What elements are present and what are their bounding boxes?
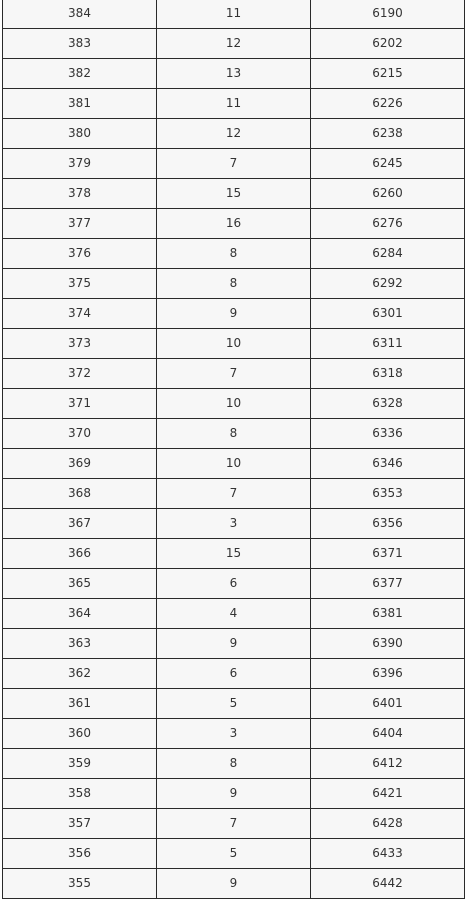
- table-row: [3, 329, 465, 359]
- table-cell-col1: 376: [3, 239, 157, 269]
- table-cell-col3: 6284: [311, 239, 465, 269]
- table-row: [3, 179, 465, 209]
- table-cell-col3: 6328: [311, 389, 465, 419]
- table-cell-col3: 6412: [311, 749, 465, 779]
- table-cell-col3: 6421: [311, 779, 465, 809]
- table-row: [3, 359, 465, 389]
- table-cell-col3: 6215: [311, 59, 465, 89]
- table-cell-col3: 6190: [311, 0, 465, 29]
- table-row: [3, 119, 465, 149]
- table-cell-col1: 374: [3, 299, 157, 329]
- table-cell-col2: 9: [157, 629, 311, 659]
- table-row: [3, 629, 465, 659]
- table-row: [3, 809, 465, 839]
- score-distribution-table: [2, 0, 465, 899]
- table-cell-col1: 371: [3, 389, 157, 419]
- table-row: [3, 59, 465, 89]
- table-cell-col2: 10: [157, 449, 311, 479]
- table-cell-col2: 6: [157, 659, 311, 689]
- table-cell-col2: 3: [157, 509, 311, 539]
- table-cell-col2: 3: [157, 719, 311, 749]
- table-cell-col3: 6433: [311, 839, 465, 869]
- table-cell-col3: 6318: [311, 359, 465, 389]
- table-cell-col1: 368: [3, 479, 157, 509]
- table-row: [3, 89, 465, 119]
- table-row: [3, 299, 465, 329]
- score-distribution-table-container: [2, 0, 464, 899]
- table-cell-col1: 360: [3, 719, 157, 749]
- table-cell-col1: 377: [3, 209, 157, 239]
- table-cell-col2: 9: [157, 299, 311, 329]
- table-cell-col1: 379: [3, 149, 157, 179]
- table-cell-col1: 357: [3, 809, 157, 839]
- table-row: [3, 539, 465, 569]
- table-row: [3, 209, 465, 239]
- table-row: [3, 599, 465, 629]
- table-cell-col2: 11: [157, 89, 311, 119]
- table-cell-col2: 7: [157, 359, 311, 389]
- table-cell-col1: 362: [3, 659, 157, 689]
- table-row: [3, 779, 465, 809]
- table-cell-col3: 6260: [311, 179, 465, 209]
- table-cell-col1: 367: [3, 509, 157, 539]
- table-row: [3, 689, 465, 719]
- table-cell-col3: 6346: [311, 449, 465, 479]
- table-cell-col2: 9: [157, 779, 311, 809]
- table-cell-col2: 7: [157, 149, 311, 179]
- table-cell-col3: 6336: [311, 419, 465, 449]
- table-row: [3, 269, 465, 299]
- table-cell-col1: 384: [3, 0, 157, 29]
- table-cell-col1: 378: [3, 179, 157, 209]
- table-cell-col3: 6401: [311, 689, 465, 719]
- table-cell-col3: 6245: [311, 149, 465, 179]
- table-cell-col3: 6442: [311, 869, 465, 899]
- table-cell-col2: 12: [157, 119, 311, 149]
- table-cell-col3: 6356: [311, 509, 465, 539]
- table-row: [3, 839, 465, 869]
- table-cell-col2: 13: [157, 59, 311, 89]
- table-row: [3, 569, 465, 599]
- table-cell-col2: 8: [157, 419, 311, 449]
- table-cell-col2: 8: [157, 749, 311, 779]
- table-cell-col2: 15: [157, 539, 311, 569]
- table-cell-col2: 11: [157, 0, 311, 29]
- table-cell-col1: 372: [3, 359, 157, 389]
- table-cell-col3: 6353: [311, 479, 465, 509]
- table-cell-col2: 8: [157, 239, 311, 269]
- table-cell-col2: 10: [157, 329, 311, 359]
- table-cell-col1: 363: [3, 629, 157, 659]
- table-cell-col1: 366: [3, 539, 157, 569]
- table-cell-col2: 16: [157, 209, 311, 239]
- table-row: [3, 149, 465, 179]
- table-cell-col2: 5: [157, 839, 311, 869]
- table-cell-col3: 6301: [311, 299, 465, 329]
- table-row: [3, 0, 465, 29]
- table-row: [3, 869, 465, 899]
- table-cell-col2: 7: [157, 809, 311, 839]
- table-row: [3, 389, 465, 419]
- table-cell-col3: 6428: [311, 809, 465, 839]
- table-cell-col3: 6238: [311, 119, 465, 149]
- table-cell-col3: 6292: [311, 269, 465, 299]
- table-row: [3, 749, 465, 779]
- table-row: [3, 419, 465, 449]
- table-cell-col3: 6311: [311, 329, 465, 359]
- table-cell-col2: 15: [157, 179, 311, 209]
- table-cell-col1: 365: [3, 569, 157, 599]
- table-body: [3, 0, 465, 899]
- table-cell-col2: 4: [157, 599, 311, 629]
- table-cell-col3: 6202: [311, 29, 465, 59]
- table-cell-col1: 380: [3, 119, 157, 149]
- table-cell-col2: 10: [157, 389, 311, 419]
- table-cell-col1: 382: [3, 59, 157, 89]
- table-cell-col2: 12: [157, 29, 311, 59]
- table-cell-col1: 383: [3, 29, 157, 59]
- table-cell-col1: 356: [3, 839, 157, 869]
- table-row: [3, 29, 465, 59]
- table-cell-col3: 6377: [311, 569, 465, 599]
- table-cell-col3: 6276: [311, 209, 465, 239]
- table-row: [3, 449, 465, 479]
- table-cell-col3: 6226: [311, 89, 465, 119]
- table-cell-col1: 381: [3, 89, 157, 119]
- table-cell-col3: 6404: [311, 719, 465, 749]
- table-cell-col3: 6390: [311, 629, 465, 659]
- table-cell-col1: 364: [3, 599, 157, 629]
- table-cell-col2: 9: [157, 869, 311, 899]
- table-row: [3, 239, 465, 269]
- table-row: [3, 719, 465, 749]
- table-row: [3, 659, 465, 689]
- table-cell-col3: 6371: [311, 539, 465, 569]
- table-cell-col1: 370: [3, 419, 157, 449]
- table-cell-col1: 361: [3, 689, 157, 719]
- table-cell-col3: 6381: [311, 599, 465, 629]
- table-cell-col1: 375: [3, 269, 157, 299]
- table-row: [3, 479, 465, 509]
- table-cell-col2: 7: [157, 479, 311, 509]
- table-cell-col3: 6396: [311, 659, 465, 689]
- table-cell-col1: 355: [3, 869, 157, 899]
- table-row: [3, 509, 465, 539]
- table-cell-col2: 5: [157, 689, 311, 719]
- table-cell-col1: 358: [3, 779, 157, 809]
- table-cell-col1: 373: [3, 329, 157, 359]
- table-cell-col1: 359: [3, 749, 157, 779]
- table-cell-col1: 369: [3, 449, 157, 479]
- table-cell-col2: 6: [157, 569, 311, 599]
- table-cell-col2: 8: [157, 269, 311, 299]
